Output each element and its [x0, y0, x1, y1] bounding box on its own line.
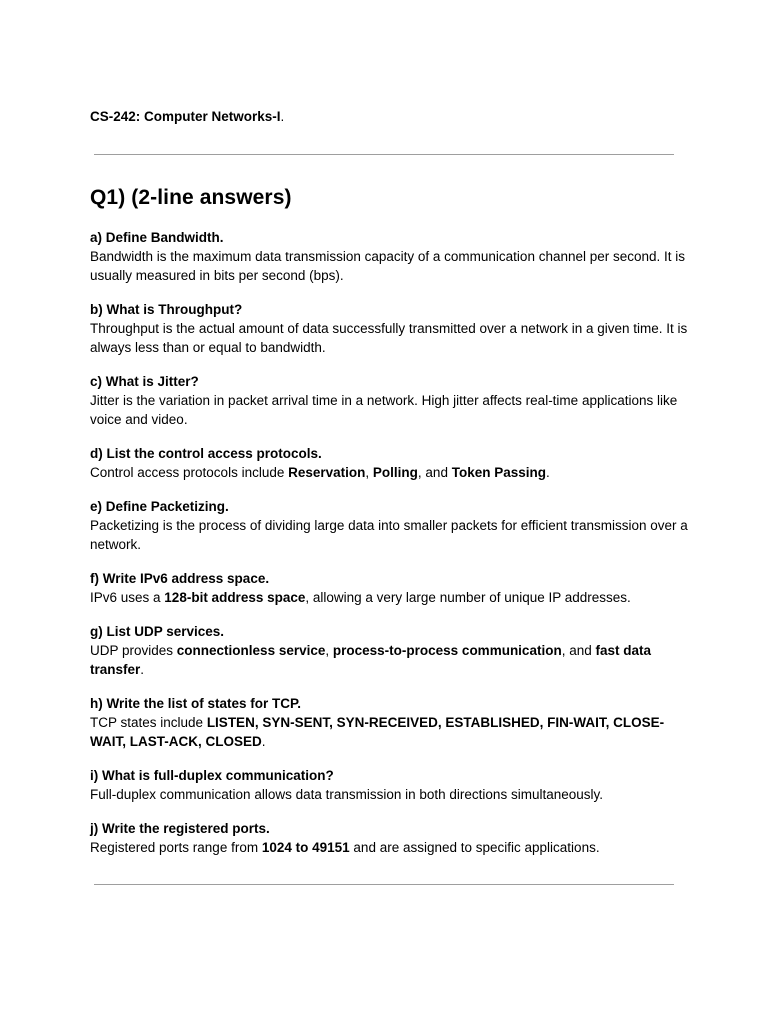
answer-emphasis: process-to-process communication — [332, 643, 562, 658]
answer-emphasis: 128-bit address space — [164, 590, 306, 605]
answer-emphasis: 1024 to 49151 — [261, 840, 350, 855]
answer-segment: . — [261, 734, 266, 749]
answer-segment: , and — [561, 643, 596, 658]
answer-segment: UDP provides — [90, 643, 177, 658]
question-item — [90, 694, 690, 751]
answer-segment: , and — [417, 465, 452, 480]
answer-text — [90, 838, 690, 857]
question-text: b) What is Throughput? — [90, 302, 243, 317]
question-text: d) List the control access protocols. — [90, 446, 322, 461]
answer-segment: Control access protocols include — [90, 465, 289, 480]
question-item — [90, 300, 690, 357]
answer-segment: Throughput is the actual amount of data successfully transmitted over a network in a given time. It is always less than or equal to bandwidth. — [90, 321, 688, 355]
question-text: g) List UDP services. — [90, 624, 225, 639]
question-item — [90, 766, 690, 804]
section-title: Q1) (2-line answers) — [90, 186, 292, 209]
question-item — [90, 819, 690, 857]
answer-text — [90, 641, 690, 679]
answer-text — [90, 713, 690, 751]
answer-segment: IPv6 uses a — [90, 590, 165, 605]
question-text: c) What is Jitter? — [90, 374, 199, 389]
answer-segment: . — [140, 662, 145, 677]
question-list — [90, 228, 690, 872]
answer-segment: Full-duplex communication allows data transmission in both directions simultaneously. — [90, 787, 603, 802]
question-item — [90, 228, 690, 285]
question-item — [90, 444, 690, 482]
question-item — [90, 497, 690, 554]
answer-segment: , — [365, 465, 373, 480]
answer-emphasis: connectionless service — [176, 643, 326, 658]
course-suffix: . — [280, 109, 285, 124]
answer-text — [90, 463, 690, 482]
bottom-divider — [94, 884, 674, 885]
answer-segment: and are assigned to specific applications. — [349, 840, 600, 855]
question-text: h) Write the list of states for TCP. — [90, 696, 302, 711]
answer-emphasis: LISTEN, SYN-SENT, SYN-RECEIVED, ESTABLISHED, FIN-WAIT, CLOSE-WAIT, LAST-ACK, CLOSED — [90, 715, 665, 749]
answer-text — [90, 319, 690, 357]
answer-emphasis: Token Passing — [451, 465, 546, 480]
answer-segment: Bandwidth is the maximum data transmission capacity of a communication channel per second. It is usually measured in bits per second (bps). — [90, 249, 686, 283]
course-code: CS-242: Computer Networks-I — [90, 109, 281, 124]
question-text: a) Define Bandwidth. — [90, 230, 224, 245]
answer-segment: , allowing a very large number of unique IP addresses. — [305, 590, 631, 605]
answer-text — [90, 391, 690, 429]
answer-text — [90, 785, 690, 804]
question-text: f) Write IPv6 address space. — [90, 571, 270, 586]
answer-text — [90, 247, 690, 285]
answer-emphasis: fast data transfer — [90, 643, 652, 677]
answer-emphasis: Reservation — [288, 465, 366, 480]
answer-emphasis: Polling — [372, 465, 418, 480]
question-item — [90, 372, 690, 429]
answer-segment: Packetizing is the process of dividing large data into smaller packets for efficient transmission over a network. — [90, 518, 688, 552]
answer-segment: Jitter is the variation in packet arrival time in a network. High jitter affects real-time applications like voice and video. — [90, 393, 678, 427]
question-text: j) Write the registered ports. — [90, 821, 270, 836]
question-item — [90, 569, 690, 607]
question-item — [90, 622, 690, 679]
answer-segment: Registered ports range from — [90, 840, 262, 855]
top-divider — [94, 154, 674, 155]
answer-segment: , — [325, 643, 333, 658]
answer-segment: TCP states include — [90, 715, 207, 730]
answer-text — [90, 588, 690, 607]
answer-text — [90, 516, 690, 554]
course-header — [90, 108, 284, 126]
answer-segment: . — [545, 465, 550, 480]
question-text: e) Define Packetizing. — [90, 499, 229, 514]
question-text: i) What is full-duplex communication? — [90, 768, 334, 783]
